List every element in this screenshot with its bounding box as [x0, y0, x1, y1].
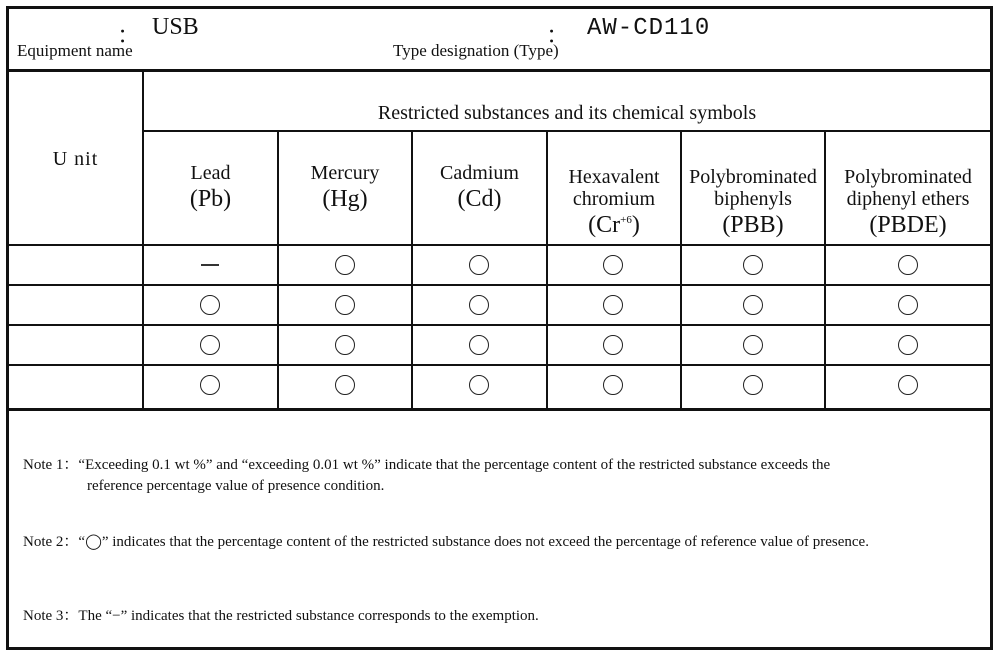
compliant-circle-mark: [603, 335, 623, 355]
header-row: [9, 9, 990, 72]
rohs-declaration-frame: [6, 6, 993, 650]
compliant-circle-mark: [335, 255, 355, 275]
compliant-circle-mark: [200, 375, 220, 395]
note-2: Note 2：“◯” indicates that the percentage content of the restricted substance does not exceed the percentage of reference value of presence.: [23, 534, 869, 550]
unit-header: U nit: [52, 148, 99, 170]
row-divider: [9, 324, 990, 326]
compliant-circle-mark: [898, 375, 918, 395]
type-colon: ：: [546, 24, 570, 51]
restricted-substances-title: Restricted substances and its chemical symbols: [377, 102, 757, 124]
compliant-circle-mark: [898, 335, 918, 355]
equipment-label: Equipment name: [17, 41, 133, 60]
compliant-circle-mark: [469, 255, 489, 275]
compliant-circle-mark: [469, 375, 489, 395]
row-divider: [9, 364, 990, 366]
compliant-circle-mark: [200, 335, 220, 355]
compliant-circle-mark: [335, 375, 355, 395]
column-header-lead: Lead (Pb): [189, 162, 232, 212]
type-label: Type designation (Type): [393, 41, 559, 60]
compliant-circle-mark: [743, 295, 763, 315]
column-header-pbb: Polybrominated biphenyls (PBB): [689, 166, 817, 238]
exemption-dash-mark: [201, 264, 219, 266]
column-header-pbde: Polybrominated diphenyl ethers (PBDE): [844, 166, 972, 238]
compliant-circle-mark: [743, 375, 763, 395]
column-header-hexavalent-chromium: Hexavalent chromium $(Cr^{+6})$: [568, 166, 660, 238]
title-divider: [142, 130, 990, 132]
notes-section: [9, 408, 990, 650]
compliant-circle-mark: [200, 295, 220, 315]
compliant-circle-mark: [335, 295, 355, 315]
substances-table: [9, 72, 990, 408]
type-value: AW-CD110: [587, 15, 711, 42]
compliant-circle-mark: [469, 335, 489, 355]
note-3: Note 3：The “−” indicates that the restricted substance corresponds to the exemption.: [23, 608, 539, 624]
compliant-circle-mark: [898, 295, 918, 315]
column-header-cadmium: Cadmium (Cd): [440, 162, 519, 212]
compliant-circle-mark: [335, 335, 355, 355]
compliant-circle-mark: [898, 255, 918, 275]
row-divider: [9, 284, 990, 286]
column-header-mercury: Mercury (Hg): [310, 162, 380, 212]
compliant-circle-mark: [743, 335, 763, 355]
compliant-circle-mark: [469, 295, 489, 315]
equipment-value: USB: [152, 14, 199, 40]
equipment-colon: ：: [117, 24, 141, 51]
note-1: Note 1：“Exceeding 0.1 wt %” and “exceeding 0.01 wt %” indicate that the percentage content of the restricted substance exceeds the reference percentage value of presence condition.: [23, 457, 831, 494]
compliant-circle-mark: [603, 295, 623, 315]
row-divider: [9, 244, 990, 246]
compliant-circle-mark: [603, 375, 623, 395]
compliant-circle-mark: [743, 255, 763, 275]
compliant-circle-mark: [603, 255, 623, 275]
